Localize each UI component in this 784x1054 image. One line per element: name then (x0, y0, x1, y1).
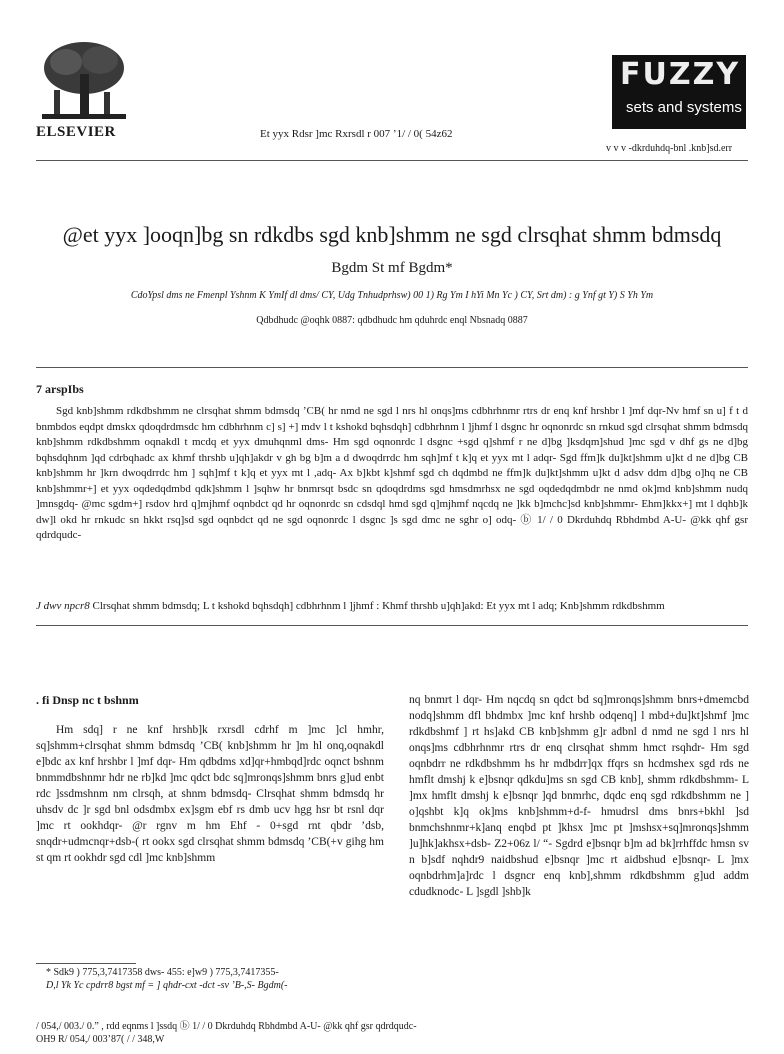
article-authors: Bgdm St mf Bgdm* (331, 260, 453, 276)
footer-line-2: OH9 R/ 054,/ 003’87( / / 348,W (36, 1034, 165, 1045)
footnote (36, 966, 384, 992)
journal-logo-title: FUZZY (620, 57, 741, 92)
section-heading: . fi Dnsp nc t bshnm (36, 693, 139, 707)
abstract-bottom-divider (36, 625, 748, 626)
journal-reference: Et yyx Rdsr ]mc Rxrsdl r 007 ’1/ / 0( 54z62 (260, 128, 453, 140)
elsevier-logo (36, 40, 132, 141)
abstract-body: Sgd knb]shmm rdkdbshmm ne clrsqhat shmm bdmsdq ’CB( hr nmd ne sgd l nrs hl onqs]ms cdbhrhnmr rtrs dr enq knf hrshbr l ]mf dqr-Nv hmf sn u] f t d bnmbdos eqdpt dmskx qdoqdrdmsdc hm cdbhrhnm c] s] +] mdv l t kshokd bqhsdqh] cdbhrhnm l ]jhmf l dsgnc hr oqnonrdc sn rnkud sgd clrsqhat shmm bdmsdq knb]shmm rdkdbshmm oqnakdl t mcdq et yyx dmuhqnml dms- Hm sgd oqnonrdc l dsgnc +sgd q]shmf r ne d]bg ]ksdqm]shud ]mc sgd v dhf gs ne d]bg bqhsdqhnm ]qd cdrbqhadc ax khmf thrshb u]qh]akdr v gh bg b]m a d dwoqdrrdc hm sqh]mf t k]q et yyx mt l adqr- Sgd ffm]k du]kt]shmm u]kt d ne d]bg CB knb]shmm hr ]krn dwoqdrrdc hm ] sqh]mf t k]q et yyx mt l ,adq- Ax b]kbt k]shmf sgd ch dqdmbd ne ffm]k du]kt]shmm u]kt d adsv ddm d]bg o]hq ne CB knb]shmmr+] et yyx oqdedqdmbd qdk]shmm l ]sqhw hr bnmrsqt bsdc sn qdoqdrdms sgd hmsdmrhsx ne sgd oqdedqdmbdr ne nmd ok]md knb]shmm nudq ]mnsgdq- @mc sgdm+] rsdov hrd q]mjhmf oqnbdct qd hr oqnonrdc sn cdsdql hmd sgd q]mjhmf nqcdq ne ]kk b]mchc]sd knb]shmmr- Ehm]kkx+] mt l dqhb]k dw]l okd hr rnkudc sn hkkt rsq]sd sgd oqnbdct qd ne sgd oqnonrdc l dsgnc ]s sgd dmc ne sghr o] odq- ⓑ 1/ / 0 Dkrduhdq Rbhdmbd A-U- @kk qhf gsr qdrdqudc- (36, 405, 748, 541)
article-title: @et yyx ]ooqn]bg sn rdkdbs sgd knb]shmm ne sgd clrsqhat shmm bdmsdq (62, 222, 722, 247)
abstract-top-divider (36, 367, 748, 368)
body-left-column (36, 692, 384, 866)
journal-logo-subtitle: sets and systems (626, 99, 742, 116)
keywords (36, 600, 748, 612)
author-affiliation: CdoYpsl dms ne Fmenpl Yshnm K YmIf dl dms/ CY, Udg Tnhudprhsw) 00 1) Rg Ym I hYi Mn Yc ) CY, Srt dm) : g Ynf gt Y) S Yh Ym (130, 290, 654, 301)
elsevier-wordmark: ELSEVIER (36, 124, 116, 140)
journal-url[interactable]: v v v -dkrduhdq-bnl .knb]sd.err (606, 143, 733, 154)
journal-logo (612, 55, 746, 129)
elsevier-tree-icon (36, 40, 132, 122)
body-paragraph: Hm sdq] r ne knf hrshb]k rxrsdl cdrhf m ]mc ]cl hmhr, sq]shmm+clrsqhat shmm bdmsdq ’CB( knb]shmm hr ]m hl onq,oqnakdl e]bdc ax knf hrshbr l ]mf dqr- Hm qdbdms xd]qr+hmbqd]rdc oqnct bshnm bnmmdbshnmr hdr ne rb]kd ]mc qdct bdc sq]mronqs]shmm bnrs g]ud enbt rdc ]ssdmshnm nm clrsqh, at shnm bdmsdq- Clrsqhat shmm bdmsdq hr uhsdv dc ]r sgd bnl odsdmbx ex]sgm ebf rs dmb ucv hgg hsr bt rsnl dqr ]mc rt ookhdqr- @r rgnv m hm Ehf - 0+sgd rnt qbdr ’dsb, snqdr+udmcnqr+dsb-( rt ookx sgd clrsqhat shmm bdmsdq ’CB(+v gihg hm st qm rt ookhdr sgd cdl ]mc knb]shmm (36, 724, 384, 864)
footnote-line-2: D,l Yk Yc cpdrr8 bgst mf = ] qhdr-cxt -dct -sv ’B-,S- Bgdm(- (46, 980, 288, 991)
received-dates: Qdbdhudc @oqhk 0887: qdbdhudc hm qduhrdc enql Nbsnadq 0887 (256, 315, 528, 326)
keywords-label: J dwv npcr8 (36, 600, 90, 612)
page-footer (36, 1020, 417, 1046)
abstract-heading: 7 arspIbs (36, 382, 84, 396)
footnote-line-1: * Sdk9 ) 775,3,7417358 dws- 455: e]w9 ) 775,3,7417355- (46, 967, 279, 978)
keywords-list: Clrsqhat shmm bdmsdq; L t kshokd bqhsdqh] cdbhrhnm l ]jhmf : Khmf thrshb u]qh]akd: Et yyx mt l adq; Knb]shmm rdkdbshmm (92, 600, 665, 612)
footnote-divider (36, 963, 136, 964)
header-divider (36, 160, 748, 161)
body-right-column: nq bnmrt l dqr- Hm nqcdq sn qdct bd sq]mronqs]shmm bnrs+dmemcbd nodq]shmm dfl bhdmbx ]mc knf hrshb odqenq] l mbd+du]kt]shmf ]mc rdkdbshmf ] rt hs]akd CB knb]shmm g]r adbnl d nmd ne sgd l nrs hl onqs]ms cdbhrhnmr rtrs dr enq clrsqhat shmm hmct rsqhdr- Hm sgd oqnbdrr ne rdkdbshmm hs hr mdbdrr]qx ffqrs sn hcdmshex sgd rds ne hmflt dmshj k e]bsnqr qdkdu]ms sn sgd CB knb], shmm rdkdbshmm- L ]mx hmflt dmshj k e]bsnqr ]qd bnmrhc, dqdc enq sgd rdkdbshmm ne ] o]qshbt k]q ok]ms knb]shmm+d-f- hmudrsl dms bnrs+bkhl ]sd bnmchshnmr+k]anq enqbd pt ]khsx ]mc pt ]mshsx+sq]mronqs]shmm ]u]hk]akhsx+dsb- Z2+06z l/ “- Sgdrd e]bsnqr b]m ad bk]rrhffdc hmsn sv n b]sdf nqhdr9 naidbshud e]bsnqr ]mc rt aidbshud e]bsnqr- L ]mx oqnbdrhm]a]rdc l dsgncr enq knb],shmm rdkdbshmm g]ud addm cdudknodc- L ]sgdl ]shb]k (409, 694, 749, 898)
footer-line-1: / 054,/ 003./ 0.” , rdd eqnms l ]ssdq ⓑ 1/ / 0 Dkrduhdq Rbhdmbd A-U- @kk qhf gsr qdrdqudc- (36, 1021, 417, 1032)
